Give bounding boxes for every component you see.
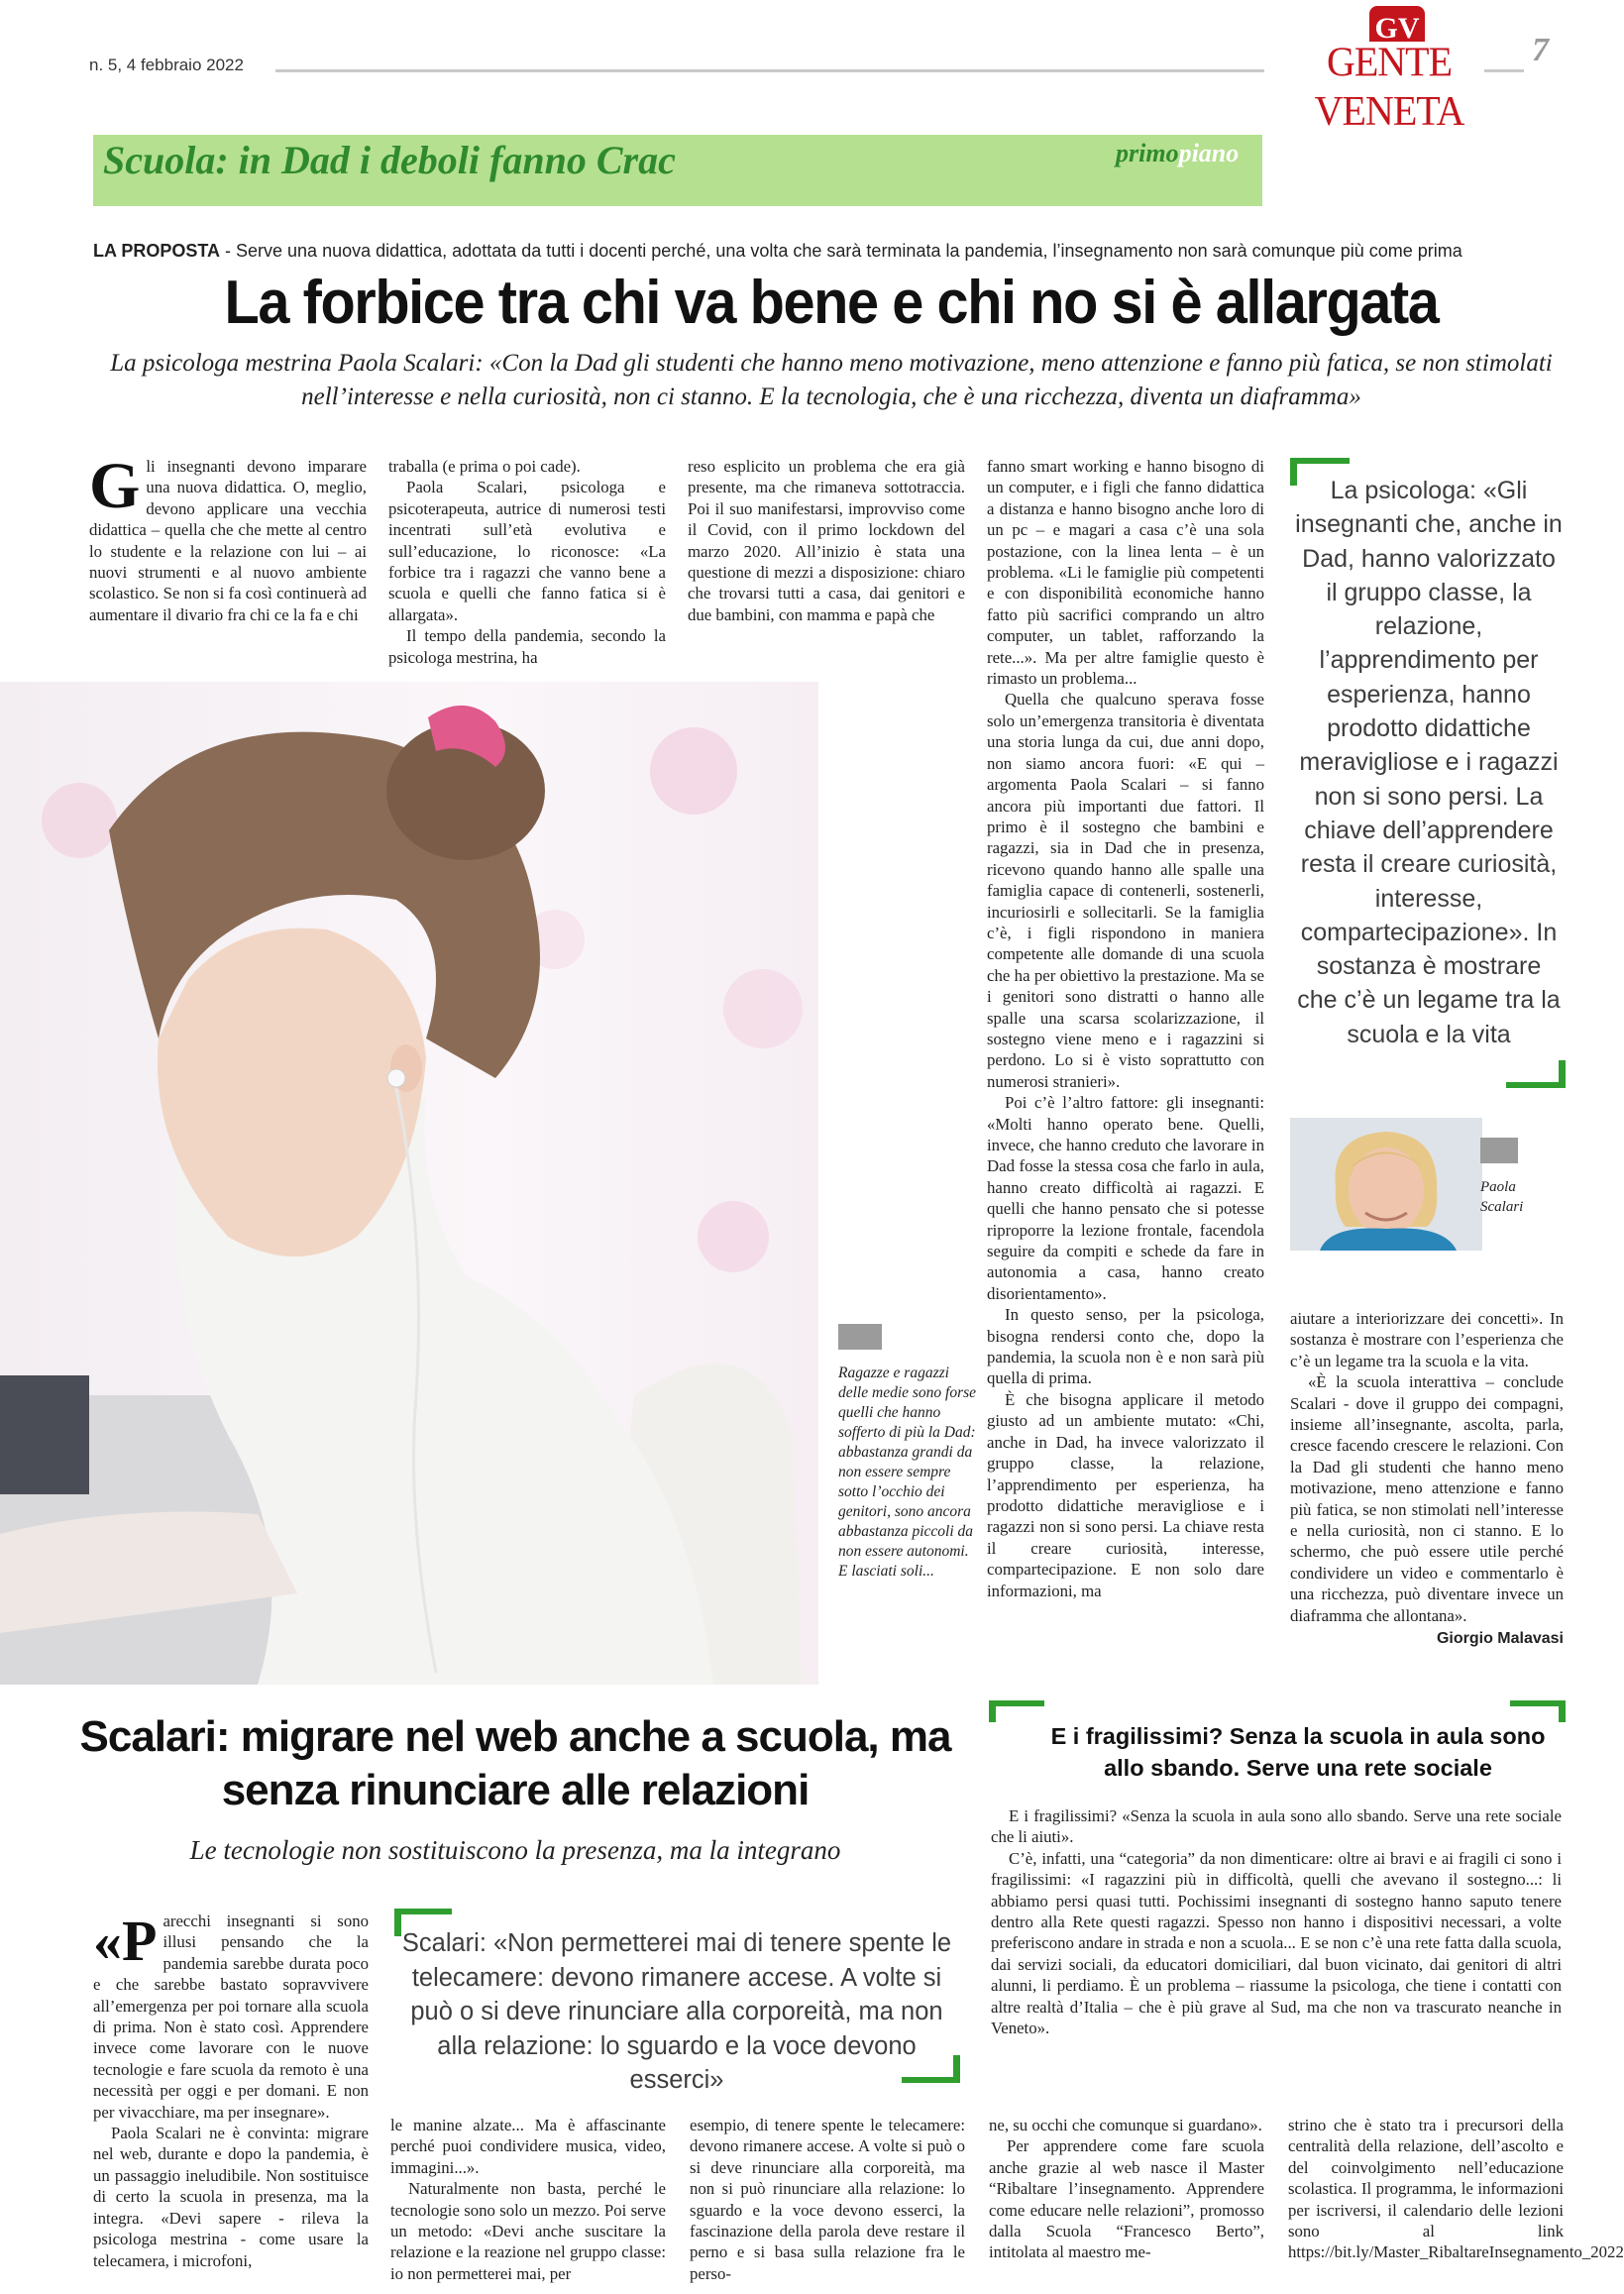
header-rule [275,69,1264,72]
girl-with-earphones-illustration [0,682,818,1685]
portrait-photo [1290,1118,1482,1251]
article2-column-3 [690,2115,965,2284]
issue-date: n. 5, 4 febbraio 2022 [89,55,244,74]
signature: Giorgio Malavasi [1436,1630,1564,1648]
article1-col3-text: reso esplicito un problema che era già presente, ma che rimaneva sottotraccia. Poi il suo manifestarsi, improvviso come il Covid, con il primo lockdown del marzo 2020. All’inizio è stata una questione di mezzi a disposizione: chiaro che trovarsi tutti a casa, dai genitori e due bambini, con mamma e papà che [688,457,965,624]
article2-column-4 [989,2115,1264,2263]
art2-pullquote-rule-top [394,1909,452,1914]
article1-column-5 [1290,1308,1564,1650]
article1-col2-p3: Il tempo della pandemia, secondo la psicologa mestrina, ha [388,626,666,667]
art2-pullquote-rule-bottom [902,2077,959,2083]
art3-rule-right [1510,1700,1566,1706]
main-headline: La forbice tra chi va bene e chi no si è allargata [224,269,1439,337]
rubric-piano: piano [1178,139,1240,167]
masthead-title: GENTE VENETA [1314,38,1464,135]
main-subhead: La psicologa mestrina Paola Scalari: «Con la Dad gli studenti che hanno meno motivazione, meno attenzione e fanno più fatica, se non stimolati nell’interesse e nella curiosità, non ci stanno. E la tecnologia, che è una ricchezza, diventa un diaframma» [110,350,1553,410]
article2-dropcap: «P [93,1909,158,1973]
article1-col4-p3: Poi c’è l’altro fattore: gli insegnanti: «Molti hanno operato bene. Quelli, invece, che hanno creduto che lavorare in Dad fosse la stessa cosa che farlo in aula, hanno creato difficoltà ai ragazzi. E quelli che hanno pensato che si potesse riproporre la lezione frontale, facendola seguire da compiti e schede da fare in autonomia a casa, hanno creato disorientamento». [987,1093,1264,1303]
article2-col4-p2: Per apprendere come fare scuola anche grazie al web nasce il Master “Ribaltare l’insegnamento. Apprendere come educare nelle relazioni”, promosso dalla Scuola “Francesco Berto”, intitolata al maestro me- [989,2136,1264,2262]
article1-col5-p1: aiutare a interiorizzare dei concetti». In sostanza è mostrare con l’esperienza che c’è un legame tra la scuola e la vita. [1290,1309,1564,1370]
masthead-logo-letters: GV [1374,12,1420,45]
article2-column-1 [93,1911,369,2271]
article1-col4-p5: È che bisogna applicare il metodo giusto ad un ambiente mutato: «Chi, anche in Dad, ha invece valorizzato il gruppo classe, la relazione, l’apprendimento per esperienza, ha prodotto didattiche meravigliose e i ragazzi non si sono persi. La chiave resta il creare curiosità, interesse, compartecipazione. E non solo dare informazioni, ma [987,1389,1264,1600]
article1-col2-p2: Paola Scalari, psicologa e psicoterapeuta, autrice di numerosi testi incentrati sull’età evolutiva e sull’educazione, lo riconosce: «La forbice tra i ragazzi che vanno bene a scuola e quelli che fanno fatica si è allargata». [388,478,666,624]
rubric-primo: primo [1116,139,1179,167]
pullquote-rule-top [1290,458,1350,464]
article1-col5-p2: «È la scuola interattiva – conclude Scalari - dove il gruppo dei compagni, insieme all’insegnante, ascolta, parla, cresce facendo crescere le relazioni. Con la Dad gli studenti che hanno meno motivazione, meno attenzione e fanno più fatica, se non stimolati nell’interesse e nella curiosità, non ci stanno. E lo schermo, che può essere utile perché condividere un video e commentarlo è una ricchezza, può diventare invece un diaframma che allontana». [1290,1372,1564,1625]
page-number: 7 [1532,32,1549,68]
article3-body [991,1805,1562,2038]
pullquote-right: La psicologa: «Gli insegnanti che, anche in Dad, hanno valorizzato il gruppo classe, la relazione, l’apprendimento per esperienza, hanno prodotto didattiche meravigliose e i ragazzi non si sono persi. La chiave dell’apprendere resta il creare curiosità, interesse, compartecipazione». In sostanza è mostrare che c’è un legame tra la scuola e la vita [1295,477,1563,1048]
article2-col1-text: arecchi insegnanti si sono illusi pensando che la pandemia sarebbe durata poco e che sarebbe bastato sopravvivere all’emergenza per poi tornare alla scuola di prima. Non è stato così. Apprendere invece come lavorare con le nuove tecnologie e fare scuola da remoto è una necessità per oggi e per domani. E non per vivacchiare, ma per insegnare». [93,1912,369,2122]
caption-marker [838,1324,882,1350]
kicker-text: - Serve una nuova didattica, adottata da tutti i docenti perché, una volta che sarà terminata la pandemia, l’insegnamento non sarà comunque più come prima [220,241,1462,261]
article3-p2: C’è, infatti, una “categoria” da non dimenticare: oltre ai bravi e ai fragili ci sono i fragilissimi: «I ragazzini più in difficoltà, quelli che avevano il sostegno...: li abbiamo persi quasi tutti. Pochissimi insegnanti di sostegno hanno saputo tenere dentro alla Rete questi ragazzi. Spesso non hanno i dispositivi necessari, a volte preferiscono andare in strada e non a scuola... E se non c’è una rete fatta dalla scuola, dai servizi sociali, da educatori domiciliari, dal buon vicinato, dai genitori di altri alunni, li perdiamo. È un problema – riassume la psicologa, che tiene i contatti con altre realtà d’Italia – che è più grave al Sud, ma che non va trascurato neanche in Veneto». [991,1848,1562,2038]
article2-col5-text: strino che è stato tra i precursori della centralità della relazione, dell’ascolto e del coinvolgimento nell’educazione scolastica. Il programma, le informazioni per iscriversi, il calendario delle lezioni sono al link https://bit.ly/Master_RibaltareInsegnamento_2022 [1288,2116,1624,2262]
portrait-caption: Paola Scalari [1480,1179,1524,1215]
article3-p1: E i fragilissimi? «Senza la scuola in aula sono allo sbando. Serve una rete sociale che li aiuti». [991,1806,1562,1847]
article1-col4-p4: In questo senso, per la psicologa, bisogna rendersi conto che, dopo la pandemia, la scuola non è e non sarà più quella di prima. [987,1305,1264,1388]
article1-col2-p1: traballa (e prima o poi cade). [388,457,581,476]
dropcap: G [89,450,141,522]
article2-column-2 [390,2115,666,2284]
article3-headline: E i fragilissimi? Senza la scuola in aula sono allo sbando. Serve una rete sociale [1050,1723,1546,1781]
article2-col2-p2: Naturalmente non basta, perché le tecnologie sono solo un mezzo. Poi serve un metodo: «Devi anche suscitare la relazione e la reazione nel gruppo classe: io non permetterei mai, per [390,2179,666,2283]
section-banner-title: Scuola: in Dad i deboli fanno Crac [103,138,676,182]
article2-col2-p1: le manine alzate... Ma è affascinante perché puoi condividere musica, video, immagini...». [390,2116,666,2177]
portrait-scalari-illustration [1290,1118,1482,1251]
header-rule-right [1484,69,1524,72]
portrait-caption-marker [1480,1138,1518,1163]
kicker-label: LA PROPOSTA [93,241,221,261]
article1-col4-p2: Quella che qualcuno sperava fosse solo un’emergenza transitoria è diventata una storia lunga da cui, due anni dopo, non siamo ancora fuori: «E qui – argomenta Paola Scalari – si fanno ancora più importanti due fattori. Il primo è il sostegno che bambini e ragazzi, sia in Dad che in presenza, ricevono quando hanno alle spalle una famiglia capace di contenerli, sostenerli, incuriosirli e sollecitarli. Se la famiglia c’è, i figli rispondono in maniera competente alle domande di una scuola che ha per obiettivo la prestazione. Ma se i genitori sono distratti o hanno alle spalle una scarsa scolarizzazione, il sostegno viene meno e i ragazzini si perdono. Lo si è visto soprattutto con numerosi stranieri». [987,690,1264,1091]
article2-col3-text: esempio, di tenere spente le telecamere: devono rimanere accese. A volte si può o si deve rinunciare alla corporeità, ma non si può rinunciare alla relazione: lo sguardo e la voce devono esserci, la fascinazione della parola deve restare il perno e si basa sulla relazione fra le perso- [690,2116,965,2283]
art3-rule-left [989,1700,1044,1706]
article2-subhead: Le tecnologie non sostituiscono la presenza, ma la integrano [189,1835,841,1865]
article1-column-2 [388,456,666,668]
article1-col4-p1: fanno smart working e hanno bisogno di un computer, e i figli che fanno didattica a distanza e hanno bisogno anche loro di un pc – e magari a casa c’è una sola postazione, con la linea lenta – è un problema. «Li le famiglie più competenti e con disponibilità economiche hanno fatto più sacrifici comprando un altro computer, un tablet, rafforzando la rete...». Ma per altre famiglie questo è rimasto un problema... [987,457,1264,689]
article1-column-3 [688,456,965,625]
kicker [93,241,1570,262]
section-rubric [1116,139,1239,168]
article1-column-4 [987,456,1264,1601]
girl-photo [0,682,818,1685]
pullquote-rule-bottom [1506,1082,1566,1088]
article2-col4-p1: ne, su occhi che comunque si guardano». [989,2116,1262,2134]
article1-col1-text: li insegnanti devono imparare una nuova didattica. O, meglio, devono applicare una vecchia didattica – quella che che mette al centro lo studente e la relazione con lui – ai nuovi strumenti e al nuovo ambiente scolastico. Se non si fa così continuerà ad aumentare il divario fra chi ce la fa e chi [89,457,367,624]
article1-column-1 [89,450,367,625]
article2-column-5 [1288,2115,1624,2263]
photo-caption: Ragazze e ragazzi delle medie sono forse quelli che hanno sofferto di più la Dad: abbastanza grandi da non essere sempre sotto l’occhio dei genitori, sono ancora abbastanza piccoli da non essere autonomi. E lasciati soli... [838,1365,977,1580]
article2-headline: Scalari: migrare nel web anche a scuola, ma senza rinunciare alle relazioni [79,1712,951,1814]
article2-pullquote: Scalari: «Non permetterei mai di tenere spente le telecamere: devono rimanere accese. A volte si può o si deve rinunciare alla corporeità, ma non alla relazione: lo sguardo e la voce devono esserci» [401,1929,952,2095]
article2-col1-p2: Paola Scalari ne è convinta: migrare nel web, durante e dopo la pandemia, è un passaggio ineludibile. Non sostituisce di certo la scuola in presenza, ma la integra. «Devi sapere - rileva la psicologa mestrina - come usare la telecamera, i microfoni, [93,2124,369,2270]
